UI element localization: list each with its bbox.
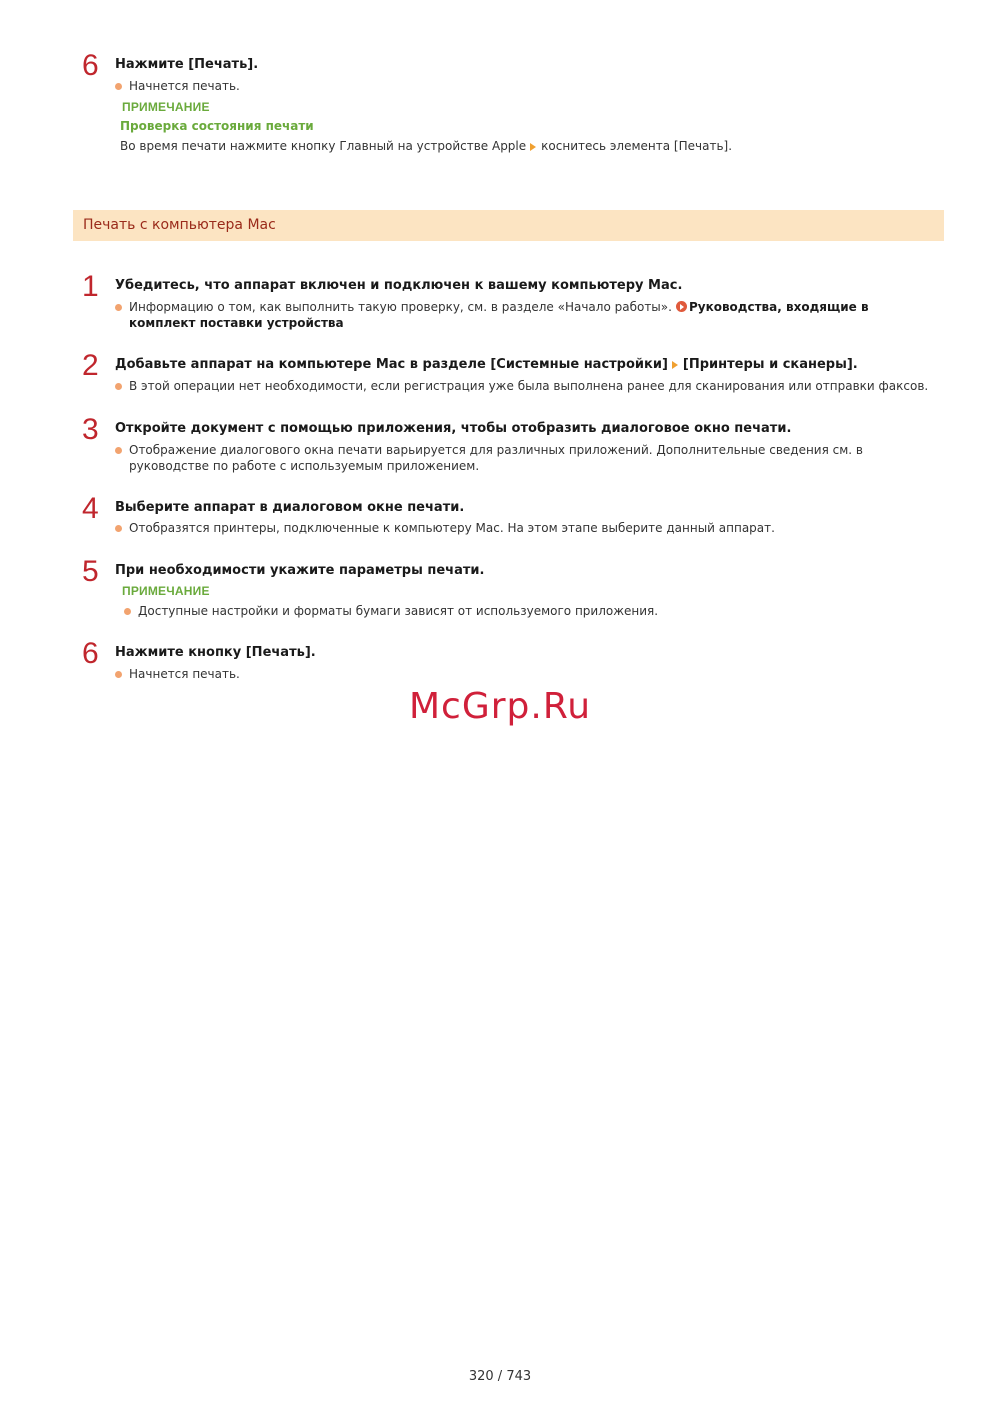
note-label: ПРИМЕЧАНИЕ <box>122 584 210 598</box>
bullet-dot-icon <box>115 304 122 311</box>
step-title: Нажмите [Печать]. <box>115 57 259 72</box>
step-bullet <box>115 666 945 682</box>
bullet-dot-icon <box>124 608 131 615</box>
link-arrow-icon[interactable] <box>676 301 687 312</box>
bullet-dot-icon <box>115 671 122 678</box>
section-header <box>73 210 944 241</box>
step-number: 5 <box>82 555 99 588</box>
step-title <box>115 357 858 372</box>
bullet-text: Начнется печать. <box>129 667 240 681</box>
step-number: 3 <box>82 413 99 446</box>
arrow-right-icon <box>672 361 678 369</box>
step-title: Выберите аппарат в диалоговом окне печати. <box>115 500 465 515</box>
bullet-text: В этой операции нет необходимости, если регистрация уже была выполнена ранее для сканирования или отправки факсов. <box>129 379 929 393</box>
page-number <box>0 1369 1000 1384</box>
step-number: 6 <box>82 637 99 670</box>
step-number: 1 <box>82 270 99 303</box>
step-number: 2 <box>82 349 99 382</box>
step-bullet <box>115 299 895 331</box>
bullet-text: Доступные настройки и форматы бумаги зависят от используемого приложения. <box>138 604 659 618</box>
note-text-after: коснитесь элемента [Печать]. <box>541 139 733 153</box>
bullet-dot-icon <box>115 383 122 390</box>
step-bullet <box>115 520 945 536</box>
page-current: 320 <box>468 1369 494 1384</box>
bullet-text: Отобразятся принтеры, подключенные к компьютеру Mac. На этом этапе выберите данный аппарат. <box>129 521 775 535</box>
watermark: McGrp.Ru <box>408 686 592 727</box>
step-title-before: Добавьте аппарат на компьютере Mac в разделе [Системные настройки] <box>115 357 668 372</box>
step-bullet <box>115 378 945 394</box>
step-title: Убедитесь, что аппарат включен и подключен к вашему компьютеру Mac. <box>115 278 683 293</box>
step-number: 4 <box>82 492 99 525</box>
note-text-before: Во время печати нажмите кнопку Главный на устройстве Apple <box>120 139 527 153</box>
page-total: 743 <box>506 1369 532 1384</box>
step-bullet <box>124 603 954 619</box>
step-bullet <box>115 78 945 94</box>
page-separator: / <box>497 1369 503 1384</box>
arrow-right-icon <box>530 143 536 151</box>
note-text <box>120 139 732 153</box>
section-title: Печать с компьютера Mac <box>83 217 276 233</box>
bullet-dot-icon <box>115 447 122 454</box>
note-subtitle: Проверка состояния печати <box>120 119 314 133</box>
note-label: ПРИМЕЧАНИЕ <box>122 100 210 114</box>
step-title: Нажмите кнопку [Печать]. <box>115 645 316 660</box>
manuals-link[interactable]: Руководства, входящие в комплект поставки устройства <box>129 300 869 330</box>
step-title: При необходимости укажите параметры печати. <box>115 563 485 578</box>
bullet-text: Информацию о том, как выполнить такую проверку, см. в разделе «Начало работы». <box>129 300 672 314</box>
bullet-dot-icon <box>115 525 122 532</box>
step-title: Откройте документ с помощью приложения, чтобы отобразить диалоговое окно печати. <box>115 421 792 436</box>
step-bullet <box>115 442 885 474</box>
bullet-text: Отображение диалогового окна печати варьируется для различных приложений. Дополнительные сведения см. в руководстве по работе с используемым приложением. <box>129 443 863 473</box>
bullet-text: Начнется печать. <box>129 79 240 93</box>
step-number: 6 <box>82 49 99 82</box>
step-title-after: [Принтеры и сканеры]. <box>682 357 858 372</box>
bullet-dot-icon <box>115 83 122 90</box>
